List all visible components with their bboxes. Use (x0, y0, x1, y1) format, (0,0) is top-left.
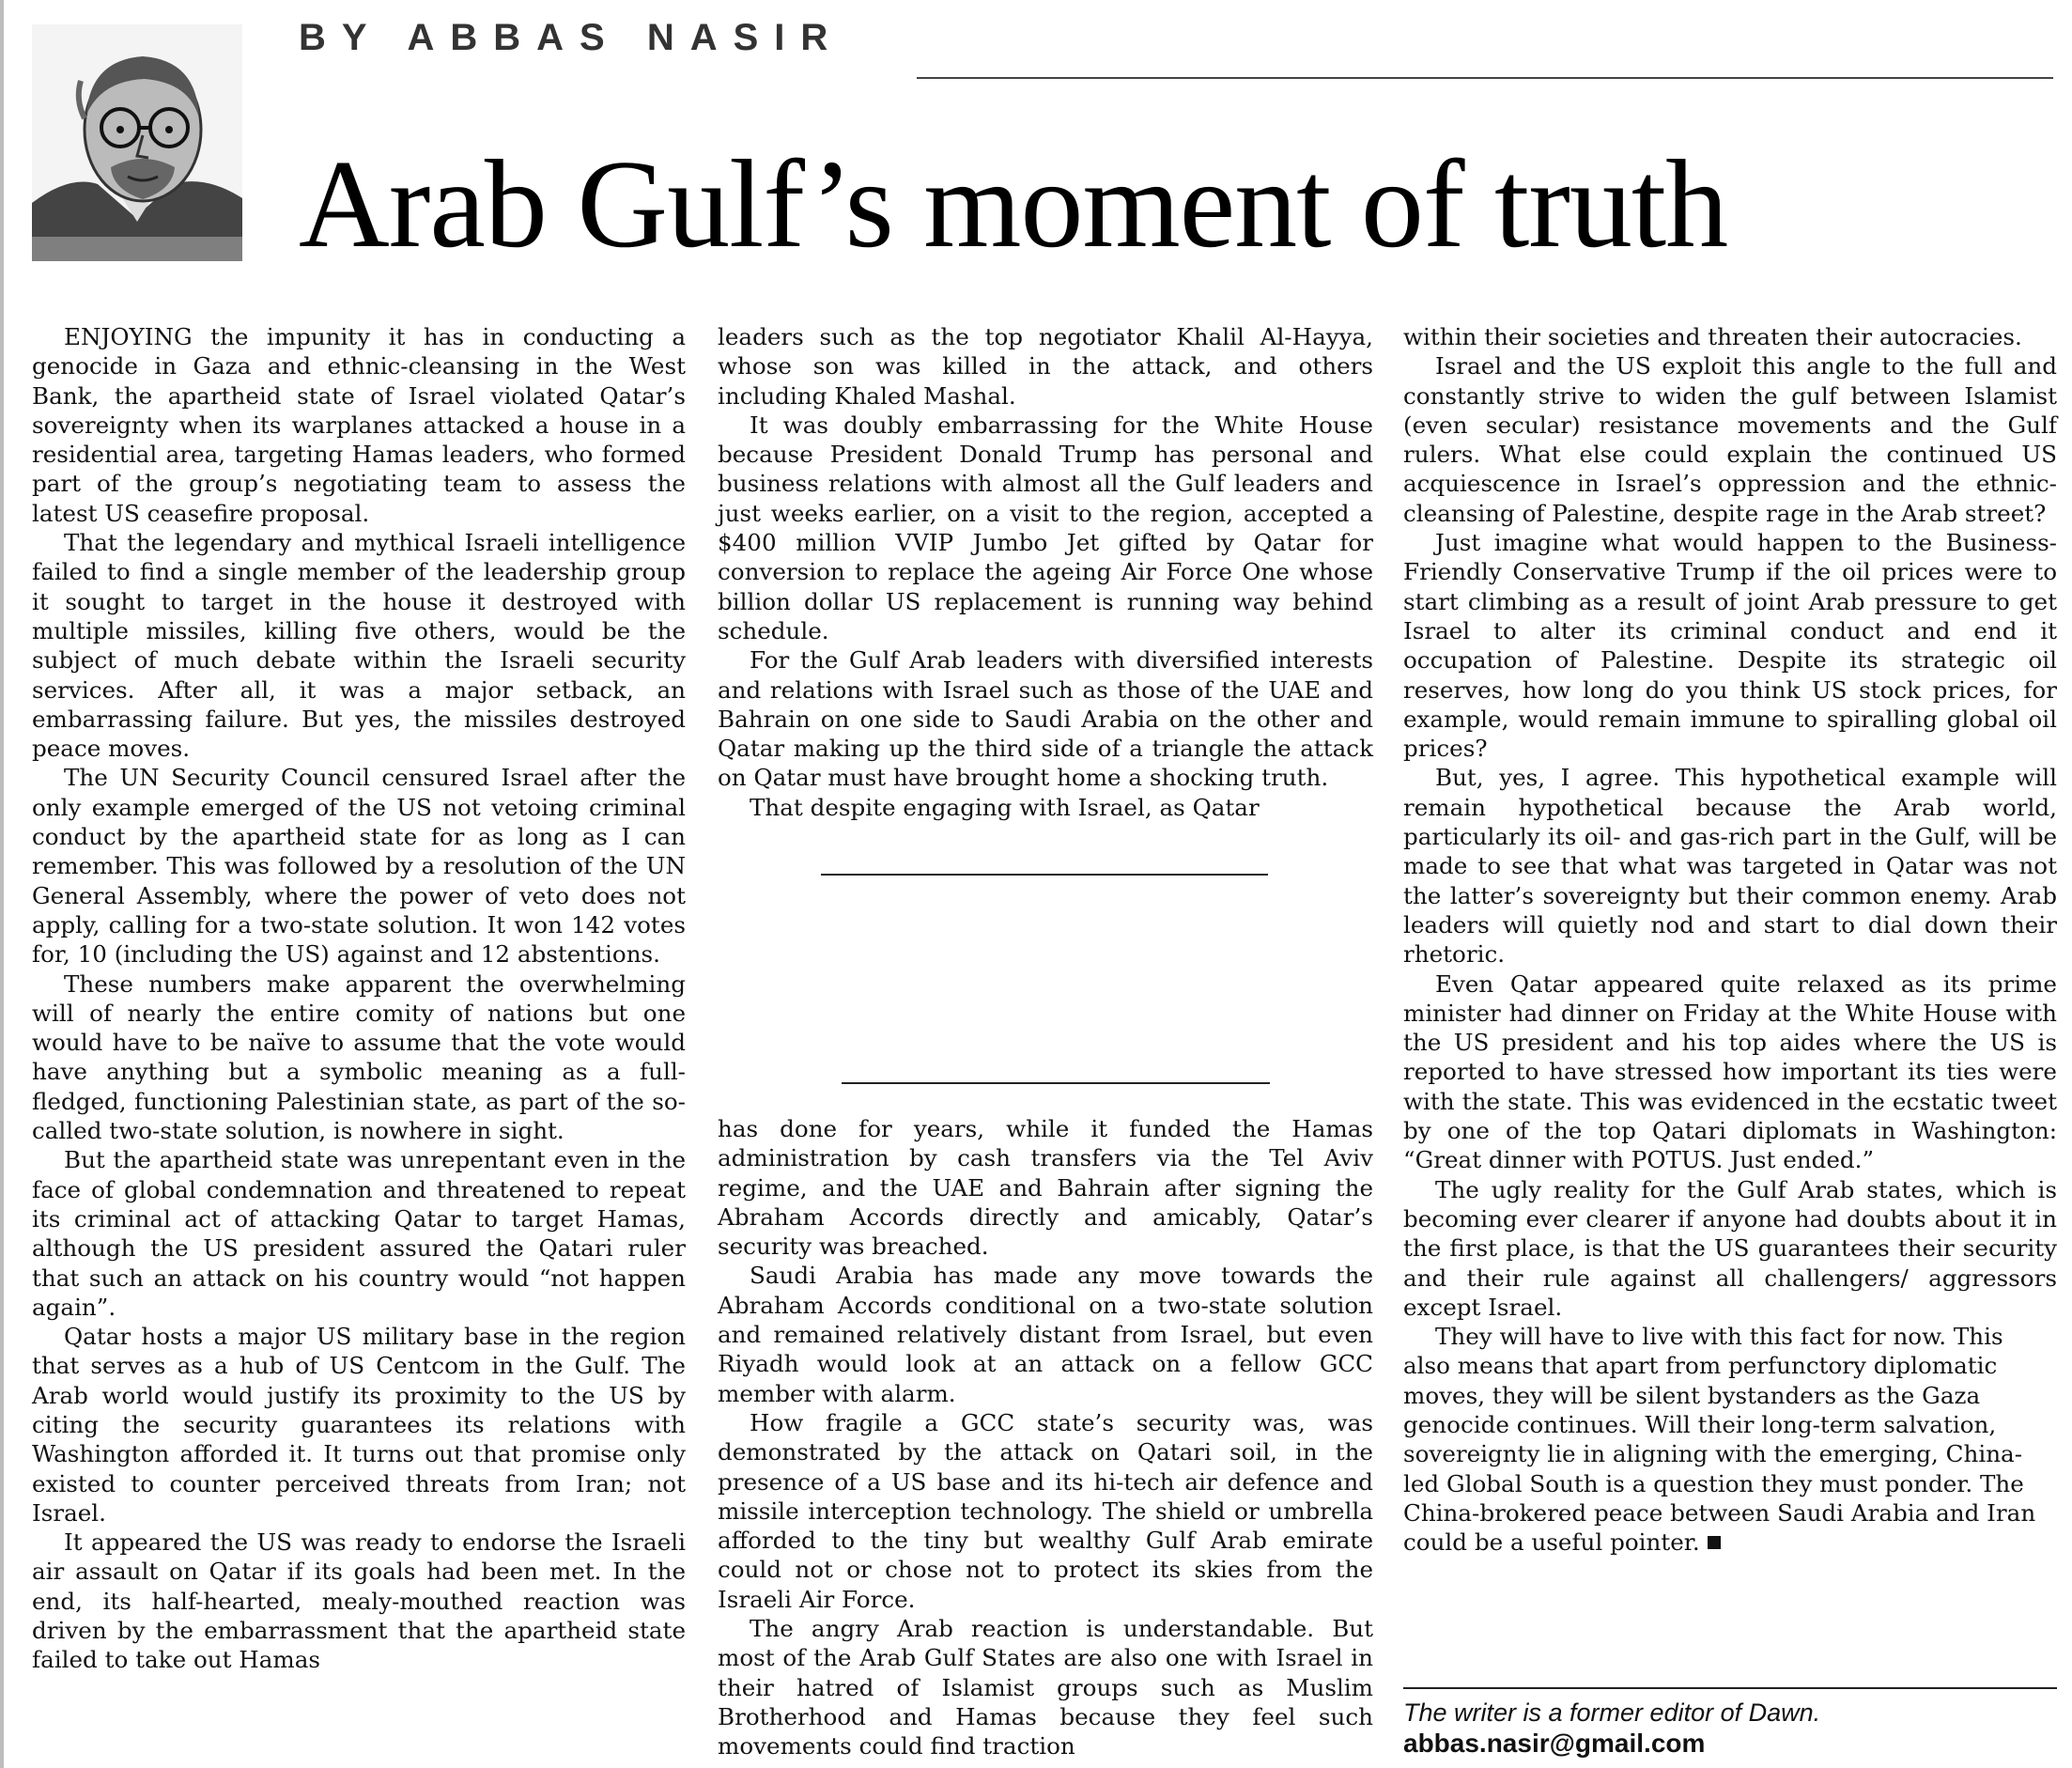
author-photo (32, 24, 242, 237)
article-column-2-bottom (718, 1114, 1373, 1761)
byline: BY ABBAS NASIR (299, 17, 844, 58)
paragraph: within their societies and threaten their autocracies. (1403, 323, 2022, 350)
author-email: abbas.nasir@gmail.com (1403, 1729, 1706, 1758)
paragraph: That despite engaging with Israel, as Qatar (750, 793, 1260, 821)
paragraph: For the Gulf Arab leaders with diversified interests and relations with Israel such as those of the UAE and Bahrain on one side to Saudi Arabia on the other and Qatar making up the third side of a triangle the attack on Qatar must have brought home a shocking truth. (718, 646, 1373, 792)
photo-caption-bar (32, 237, 242, 261)
paragraph-final (1403, 1322, 2057, 1557)
paragraph: Qatar hosts a major US military base in the region that serves as a hub of US Centcom in the Gulf. The Arab world would justify its proximity to the US by citing the security guarantees its relations with Washington afforded it. It turns out that promise only existed to counter perceived threats from Iran; not Israel. (32, 1323, 686, 1527)
paragraph: Just imagine what would happen to the Business-Friendly Conservative Trump if the oil prices were to start climbing as a result of joint Arab pressure to get Israel to alter its criminal conduct and end it occupation of Palestine. Despite its strategic oil reserves, how long do you think US stock prices, for example, would remain immune to spiralling global oil prices? (1403, 529, 2057, 763)
paragraph: Even Qatar appeared quite relaxed as its prime minister had dinner on Friday at the White House with the US president and his top aides where the US is reported to have stressed how important its ties were with the state. This was evidenced in the ecstatic tweet by one of the top Qatari diplomats in Washington: “Great dinner with POTUS. Just ended.” (1403, 969, 2057, 1174)
paragraph: It appeared the US was ready to endorse the Israeli air assault on Qatar if its goals had been met. In the end, its half-hearted, mealy-mouthed reaction was driven by the embarrassment that the apartheid state failed to take out Hamas (32, 1528, 686, 1674)
paragraph: How fragile a GCC state’s security was, was demonstrated by the attack on Qatari soil, in the presence of a US base and its hi-tech air defence and missile interception technology. The shield or umbrella afforded to the tiny but wealthy Gulf Arab emirate could not or chose not to protect its skies from the Israeli Air Force. (718, 1408, 1373, 1613)
paragraph: Israel and the US exploit this angle to the full and constantly strive to widen the gulf between Islamist (even secular) resistance movements and the Gulf rulers. What else could explain the continued US acquiescence in Israel’s oppression and the ethnic-cleansing of Palestine, despite rage in the Arab street? (1403, 352, 2057, 527)
paragraph: has done for years, while it funded the Hamas administration by cash transfers via the Tel Aviv regime, and the UAE and Bahrain after signing the Abraham Accords directly and amicably, Qatar’s security was breached. (718, 1115, 1373, 1261)
author-portrait-icon (32, 24, 242, 237)
paragraph: ENJOYING the impunity it has in conducting a genocide in Gaza and ethnic-cleansing in the West Bank, the apartheid state of Israel violated Qatar’s sovereignty when its warplanes attacked a house in a residential area, targeting Hamas leaders, who formed part of the group’s negotiating team to assess the latest US ceasefire proposal. (32, 323, 686, 527)
article-column-1 (32, 322, 686, 1675)
paragraph: But the apartheid state was unrepentant even in the face of global condemnation and threatened to repeat its criminal act of attacking Qatar to target Hamas, although the US president assured the Qatari ruler that such an attack on his country would “not happen again”. (32, 1146, 686, 1321)
pullquote-rule-bottom (842, 1082, 1270, 1084)
headline: Arab Gulf’s moment of truth (299, 134, 1728, 273)
byline-rule (917, 77, 2053, 79)
paragraph: But, yes, I agree. This hypothetical example will remain hypothetical because the Arab world, particularly its oil- and gas-rich part in the Gulf, will be made to see that what was targeted in Qatar was not the latter’s sovereignty but their common enemy. Arab leaders will quietly nod and start to dial down their rhetoric. (1403, 764, 2057, 969)
paragraph: That the legendary and mythical Israeli intelligence failed to find a single member of the leadership group it sought to target in the house it destroyed with multiple missiles, killing five others, would be the subject of much debate within the Israeli security services. After all, it was a major setback, an embarrassing failure. But yes, the missiles destroyed peace moves. (32, 529, 686, 763)
pullquote-rule-top (821, 874, 1268, 876)
paragraph: The UN Security Council censured Israel after the only example emerged of the US not vetoing criminal conduct by the apartheid state for as long as I can remember. This was followed by a resolution of the UN General Assembly, where the power of veto does not apply, calling for a two-state solution. It won 142 votes for, 10 (including the US) against and 12 abstentions. (32, 764, 686, 969)
paragraph: Saudi Arabia has made any move towards the Abraham Accords conditional on a two-state solution and remained relatively distant from Israel, but even Riyadh would look at an attack on a fellow GCC member with alarm. (718, 1262, 1373, 1407)
article-column-3 (1403, 322, 2057, 1557)
paragraph: leaders such as the top negotiator Khalil Al-Hayya, whose son was killed in the attack, and others including Khaled Mashal. (718, 323, 1373, 410)
page-edge-rule (0, 0, 4, 1768)
author-note: The writer is a former editor of Dawn. (1403, 1698, 1821, 1727)
footer-rule (1403, 1687, 2057, 1689)
paragraph-text: They will have to live with this fact for now. This also means that apart from perfunctory diplomatic moves, they will be silent bystanders as the Gaza genocide continues. Will their long-term salvation, sovereignty lie in aligning with the emerging, China-led Global South is a question they must ponder. The China-brokered peace between Saudi Arabia and Iran could be a useful pointer. (1403, 1323, 2036, 1557)
paragraph: The angry Arab reaction is understandable. But most of the Arab Gulf States are also one with Israel in their hatred of Islamist groups such as Muslim Brotherhood and Hamas because they feel such movements could find traction (718, 1615, 1373, 1760)
paragraph: It was doubly embarrassing for the White House because President Donald Trump has personal and business relations with almost all the Gulf leaders and just weeks earlier, on a visit to the region, accepted a $400 million VVIP Jumbo Jet gifted by Qatar for conversion to replace the ageing Air Force One whose billion dollar US replacement is running way behind schedule. (718, 411, 1373, 644)
paragraph: These numbers make apparent the overwhelming will of nearly the entire comity of nations but one would have to be naïve to assume that the vote would have anything but a symbolic meaning as a full-fledged, functioning Palestinian state, as part of the so-called two-state solution, is nowhere in sight. (32, 969, 686, 1145)
end-mark-icon (1708, 1536, 1721, 1549)
paragraph: The ugly reality for the Gulf Arab states, which is becoming ever clearer if anyone had doubts about it in the first place, is that the US guarantees their security and their rule against all challengers/ aggressors except Israel. (1403, 1175, 2057, 1321)
article-column-2-top (718, 322, 1373, 822)
